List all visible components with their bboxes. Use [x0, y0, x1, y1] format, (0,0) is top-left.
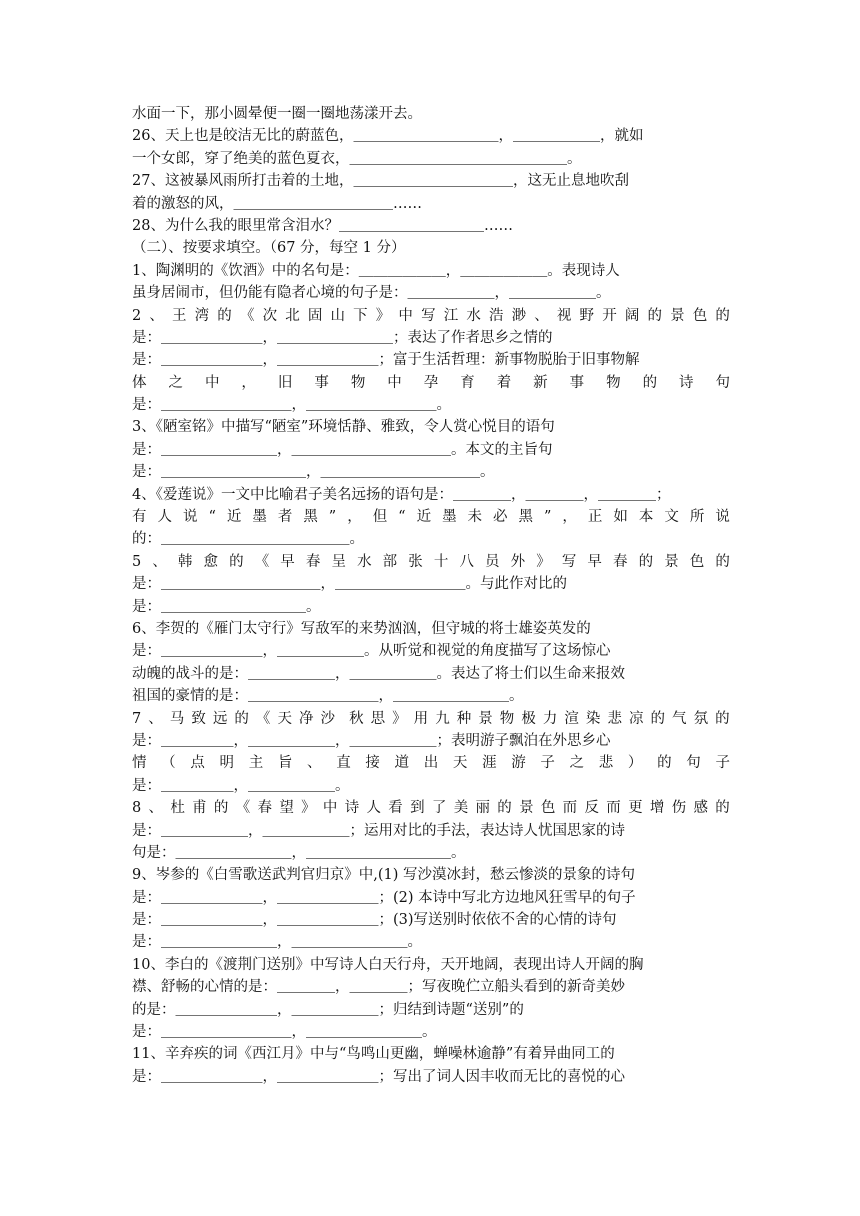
- text-line: 26、天上也是皎洁无比的蔚蓝色，＿＿＿＿＿＿＿＿＿＿，＿＿＿＿＿＿，就如: [132, 128, 644, 145]
- text-line: 是：＿＿＿＿＿＿＿，＿＿＿＿＿＿＿＿；表达了作者思乡之情的: [132, 329, 553, 346]
- text-line: 祖国的豪情的是：＿＿＿＿＿＿＿＿＿，＿＿＿＿＿＿＿＿。: [132, 688, 524, 705]
- text-line: 7 、 马 致 远 的 《 天 净 沙 秋 思 》 用 九 种 景 物 极 力 渲 染 悲 凉 的 气 氛 的: [132, 710, 730, 727]
- text-line: 27、这被暴风雨所打击着的土地，＿＿＿＿＿＿＿＿＿＿＿，这无止息地吹刮: [132, 173, 629, 190]
- text-line: 的：＿＿＿＿＿＿＿＿＿＿＿＿＿。: [132, 531, 364, 548]
- text-line: 着的激怒的风，＿＿＿＿＿＿＿＿＿＿＿……: [132, 195, 422, 212]
- text-line: 体 之 中 ， 旧 事 物 中 孕 育 着 新 事 物 的 诗 句: [132, 374, 730, 391]
- worksheet-page: [132, 103, 730, 1088]
- text-line: 是：＿＿＿＿＿＿＿，＿＿＿＿＿＿＿；富于生活哲理：新事物脱胎于旧事物解: [132, 352, 640, 369]
- text-line: 2 、 王 湾 的 《 次 北 固 山 下 》 中 写 江 水 浩 渺 、 视 野 开 阔 的 景 色 的: [132, 307, 730, 324]
- text-line: 是：＿＿＿＿＿＿，＿＿＿＿＿＿；运用对比的手法，表达诗人忧国思家的诗: [132, 822, 625, 839]
- text-line: 是：＿＿＿＿＿，＿＿＿＿＿＿，＿＿＿＿＿＿；表明游子飘泊在外思乡心: [132, 732, 611, 749]
- text-line: 的是：＿＿＿＿＿＿＿，＿＿＿＿＿＿；归结到诗题“送别”的: [132, 1001, 524, 1018]
- text-line: 5 、 韩 愈 的 《 早 春 呈 水 部 张 十 八 员 外 》 写 早 春 的 景 色 的: [132, 553, 730, 570]
- text-line: 9、岑参的《白雪歌送武判官归京》中,(1) 写沙漠冰封，愁云惨淡的景象的诗句: [132, 867, 635, 884]
- text-line: 28、为什么我的眼里常含泪水？＿＿＿＿＿＿＿＿＿＿……: [132, 217, 513, 234]
- text-line: 是：＿＿＿＿＿＿＿＿，＿＿＿＿＿＿＿＿。: [132, 934, 422, 951]
- text-line: 8 、 杜 甫 的 《 春 望 》 中 诗 人 看 到 了 美 丽 的 景 色 而 反 而 更 增 伤 感 的: [132, 800, 730, 817]
- text-line: 是：＿＿＿＿＿＿＿＿＿，＿＿＿＿＿＿＿＿。: [132, 1024, 437, 1041]
- text-line: 3、《陋室铭》中描写“陋室”环境恬静、雅致，令人赏心悦目的语句: [132, 419, 555, 436]
- text-line: 襟、舒畅的心情的是：＿＿＿＿，＿＿＿＿；写夜晚伫立船头看到的新奇美妙: [132, 979, 625, 996]
- text-line: 是：＿＿＿＿＿＿＿＿＿＿。: [132, 598, 321, 615]
- text-line: 动魄的战斗的是：＿＿＿＿＿＿，＿＿＿＿＿＿。表达了将士们以生命来报效: [132, 665, 625, 682]
- text-line: 1、陶渊明的《饮酒》中的名句是：＿＿＿＿＿＿，＿＿＿＿＿＿。表现诗人: [132, 262, 620, 279]
- text-line: 11、辛弃疾的词《西江月》中与“鸟鸣山更幽，蝉噪林逾静”有着异曲同工的: [132, 1046, 615, 1063]
- text-line: 是：＿＿＿＿＿＿＿＿＿＿，＿＿＿＿＿＿＿＿＿＿＿。: [132, 464, 495, 481]
- text-line: 情 （ 点 明 主 旨 、 直 接 道 出 天 涯 游 子 之 悲 ） 的 句 子: [132, 755, 730, 772]
- text-line: 是：＿＿＿＿＿＿＿，＿＿＿＿＿＿＿；写出了词人因丰收而无比的喜悦的心: [132, 1068, 625, 1085]
- text-line: 是：＿＿＿＿＿＿＿，＿＿＿＿＿＿＿；(2) 本诗中写北方边地风狂雪早的句子: [132, 889, 636, 906]
- text-line: 虽身居闹市，但仍能有隐者心境的句子是：＿＿＿＿＿＿，＿＿＿＿＿＿。: [132, 285, 611, 302]
- text-line: 是：＿＿＿＿＿＿＿，＿＿＿＿＿＿。从听觉和视觉的角度描写了这场惊心: [132, 643, 611, 660]
- text-line: 10、李白的《渡荆门送别》中写诗人白天行舟，天开地阔，表现出诗人开阔的胸: [132, 956, 644, 973]
- text-line: 6、李贺的《雁门太守行》写敌军的来势汹汹，但守城的将士雄姿英发的: [132, 620, 591, 637]
- text-line: 是：＿＿＿＿＿＿＿＿，＿＿＿＿＿＿＿＿＿＿＿。本文的主旨句: [132, 441, 553, 458]
- text-line: 是：＿＿＿＿＿，＿＿＿＿＿＿。: [132, 777, 350, 794]
- text-line: 4、《爱莲说》一文中比喻君子美名远扬的语句是：＿＿＿＿，＿＿＿＿，＿＿＿＿；: [132, 486, 671, 503]
- text-line: 一个女郎，穿了绝美的蓝色夏衣，＿＿＿＿＿＿＿＿＿＿＿＿＿＿＿。: [132, 150, 582, 167]
- text-line: （二）、按要求填空。（67 分，每空 1 分）: [132, 240, 406, 257]
- text-line: 是：＿＿＿＿＿＿＿＿＿，＿＿＿＿＿＿＿＿＿。: [132, 397, 451, 414]
- text-line: 有 人 说 “ 近 墨 者 黑 ” ， 但 “ 近 墨 未 必 黑 ” ， 正 如 本 文 所 说: [132, 509, 730, 526]
- text-line: 句是：＿＿＿＿＿＿＿＿，＿＿＿＿＿＿＿＿＿＿。: [132, 844, 466, 861]
- text-line: 是：＿＿＿＿＿＿＿＿＿＿＿，＿＿＿＿＿＿＿＿＿。与此作对比的: [132, 576, 567, 593]
- text-line: 是：＿＿＿＿＿＿＿，＿＿＿＿＿＿＿；(3)写送别时依依不舍的心情的诗句: [132, 912, 617, 929]
- text-line: 水面一下，那小圆晕便一圈一圈地荡漾开去。: [132, 106, 422, 122]
